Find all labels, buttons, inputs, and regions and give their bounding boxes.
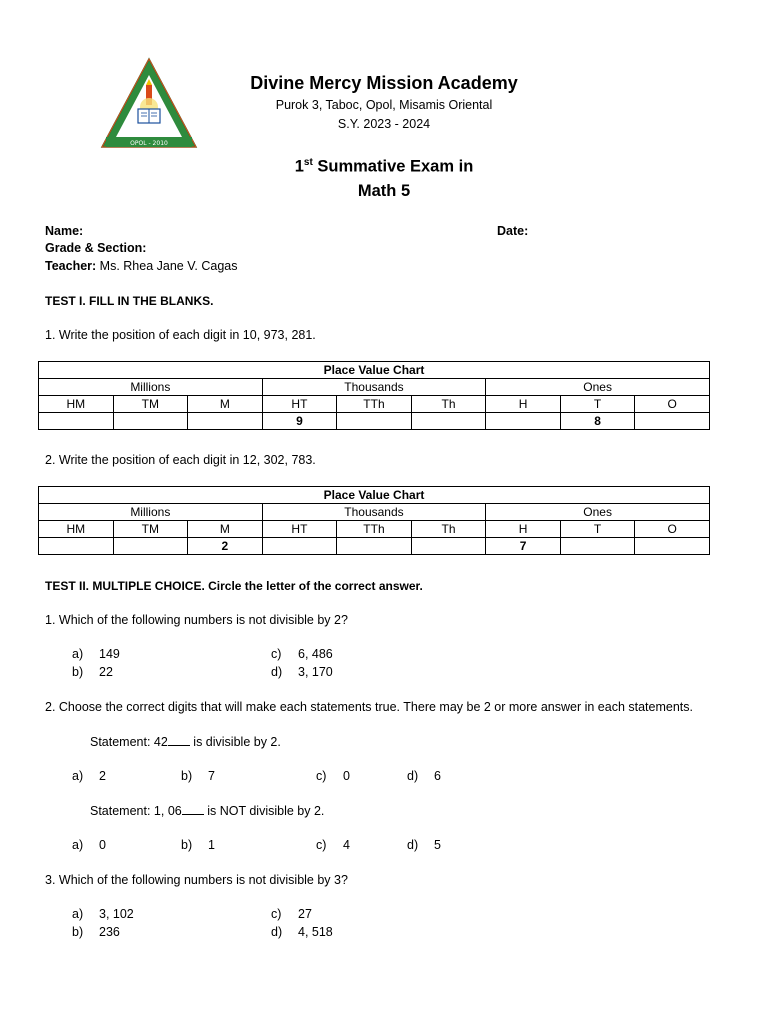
answer-cell-th[interactable] [411, 538, 486, 555]
col-t: T [560, 396, 635, 413]
answer-cell-th[interactable] [411, 413, 486, 430]
q1-option-a[interactable] [72, 647, 120, 661]
chart-title: Place Value Chart [39, 362, 710, 379]
s2-option-b[interactable] [181, 838, 215, 852]
answer-cell-t[interactable]: 8 [560, 413, 635, 430]
statement-2 [90, 804, 324, 818]
option-letter: d) [407, 838, 419, 852]
exam-ordinal-number: 1 [294, 157, 304, 176]
group-ones: Ones [486, 379, 710, 396]
col-h: H [486, 396, 561, 413]
answer-cell-m[interactable] [188, 413, 263, 430]
s1-option-a[interactable] [72, 769, 106, 783]
s2-option-c[interactable] [316, 838, 350, 852]
date-field[interactable] [497, 224, 528, 238]
option-letter: c) [271, 907, 282, 921]
statement-1 [90, 735, 281, 749]
school-address: Purok 3, Taboc, Opol, Misamis Oriental [275, 98, 493, 112]
q1-option-c[interactable] [271, 647, 333, 661]
col-m: M [188, 396, 263, 413]
exam-ordinal-suffix: st [303, 157, 313, 168]
answer-cell-hm[interactable] [39, 413, 114, 430]
option-text: 4 [343, 838, 350, 852]
col-o: O [635, 396, 710, 413]
option-letter: b) [72, 665, 84, 679]
col-t: T [560, 521, 635, 538]
teacher-label: Teacher: [45, 259, 97, 273]
col-ht: HT [262, 521, 337, 538]
test2-question-3: 3. Which of the following numbers is not divisible by 3? [45, 873, 348, 887]
group-thousands: Thousands [262, 504, 486, 521]
option-letter: b) [72, 925, 84, 939]
col-hm: HM [39, 521, 114, 538]
option-letter: d) [407, 769, 419, 783]
option-letter: a) [72, 769, 84, 783]
q1-option-b[interactable] [72, 665, 113, 679]
answer-cell-t[interactable] [560, 538, 635, 555]
option-text: 6 [434, 769, 441, 783]
option-text: 3, 102 [99, 907, 134, 921]
teacher-field [45, 259, 237, 273]
answer-cell-tm[interactable] [113, 538, 188, 555]
group-millions: Millions [39, 504, 263, 521]
col-h: H [486, 521, 561, 538]
test1-heading: TEST I. FILL IN THE BLANKS. [45, 294, 214, 308]
option-text: 22 [99, 665, 113, 679]
option-letter: a) [72, 838, 84, 852]
exam-title [0, 157, 768, 177]
s1-option-c[interactable] [316, 769, 350, 783]
option-text: 236 [99, 925, 120, 939]
chart-title: Place Value Chart [39, 487, 710, 504]
option-text: 6, 486 [298, 647, 333, 661]
name-field[interactable] [45, 224, 83, 238]
option-text: 1 [208, 838, 215, 852]
option-letter: a) [72, 647, 84, 661]
statement-2-suffix: is NOT divisible by 2. [203, 804, 325, 818]
answer-cell-tm[interactable] [113, 413, 188, 430]
q1-option-d[interactable] [271, 665, 333, 679]
option-letter: d) [271, 925, 283, 939]
answer-cell-o[interactable] [635, 413, 710, 430]
option-text: 0 [343, 769, 350, 783]
place-value-chart-2 [38, 486, 710, 555]
col-tth: TTh [337, 521, 412, 538]
col-tm: TM [113, 521, 188, 538]
answer-blank[interactable] [168, 735, 190, 746]
school-year: S.Y. 2023 - 2024 [337, 117, 431, 131]
answer-cell-ht[interactable] [262, 538, 337, 555]
test2-question-1: 1. Which of the following numbers is not divisible by 2? [45, 613, 348, 627]
statement-2-prefix: Statement: 1, 06 [90, 804, 182, 818]
s1-option-d[interactable] [407, 769, 441, 783]
grade-section-label: Grade & Section: [45, 241, 147, 255]
s2-option-a[interactable] [72, 838, 106, 852]
grade-section-field[interactable] [45, 241, 146, 255]
col-th: Th [411, 521, 486, 538]
group-ones: Ones [486, 504, 710, 521]
option-text: 5 [434, 838, 441, 852]
school-name: Divine Mercy Mission Academy [250, 73, 518, 93]
group-thousands: Thousands [262, 379, 486, 396]
option-text: 4, 518 [298, 925, 333, 939]
option-letter: a) [72, 907, 84, 921]
answer-cell-h[interactable]: 7 [486, 538, 561, 555]
s1-option-b[interactable] [181, 769, 215, 783]
answer-cell-tth[interactable] [337, 413, 412, 430]
option-text: 27 [298, 907, 312, 921]
answer-cell-ht[interactable]: 9 [262, 413, 337, 430]
answer-cell-tth[interactable] [337, 538, 412, 555]
answer-cell-m[interactable]: 2 [188, 538, 263, 555]
q3-option-c[interactable] [271, 907, 312, 921]
col-m: M [188, 521, 263, 538]
option-text: 2 [99, 769, 106, 783]
col-o: O [635, 521, 710, 538]
exam-title-text: Summative Exam in [312, 157, 474, 176]
q3-option-d[interactable] [271, 925, 333, 939]
option-text: 7 [208, 769, 215, 783]
test2-heading: TEST II. MULTIPLE CHOICE. Circle the letter of the correct answer. [45, 579, 423, 593]
option-letter: b) [181, 769, 193, 783]
option-letter: c) [316, 838, 327, 852]
test1-question-1: 1. Write the position of each digit in 10, 973, 281. [45, 328, 316, 342]
place-value-chart-1 [38, 361, 710, 430]
answer-cell-o[interactable] [635, 538, 710, 555]
col-hm: HM [39, 396, 114, 413]
col-tm: TM [113, 396, 188, 413]
option-text: 3, 170 [298, 665, 333, 679]
col-th: Th [411, 396, 486, 413]
col-ht: HT [262, 396, 337, 413]
option-letter: c) [271, 647, 282, 661]
option-text: 0 [99, 838, 106, 852]
option-letter: d) [271, 665, 283, 679]
exam-subject: Math 5 [357, 182, 411, 200]
s2-option-d[interactable] [407, 838, 441, 852]
date-label: Date: [497, 224, 529, 238]
answer-blank[interactable] [182, 804, 204, 815]
col-tth: TTh [337, 396, 412, 413]
option-letter: b) [181, 838, 193, 852]
test2-question-2: 2. Choose the correct digits that will make each statements true. There may be 2 or more answer in each statements. [45, 700, 693, 714]
answer-cell-h[interactable] [486, 413, 561, 430]
q3-option-a[interactable] [72, 907, 134, 921]
logo-year-text: OPOL - 2010 [130, 140, 168, 147]
name-label: Name: [45, 224, 84, 238]
answer-cell-hm[interactable] [39, 538, 114, 555]
test1-question-2: 2. Write the position of each digit in 12, 302, 783. [45, 453, 316, 467]
teacher-name: Ms. Rhea Jane V. Cagas [96, 259, 238, 273]
option-text: 149 [99, 647, 120, 661]
option-letter: c) [316, 769, 327, 783]
statement-1-prefix: Statement: 42 [90, 735, 168, 749]
statement-1-suffix: is divisible by 2. [189, 735, 281, 749]
q3-option-b[interactable] [72, 925, 120, 939]
group-millions: Millions [39, 379, 263, 396]
